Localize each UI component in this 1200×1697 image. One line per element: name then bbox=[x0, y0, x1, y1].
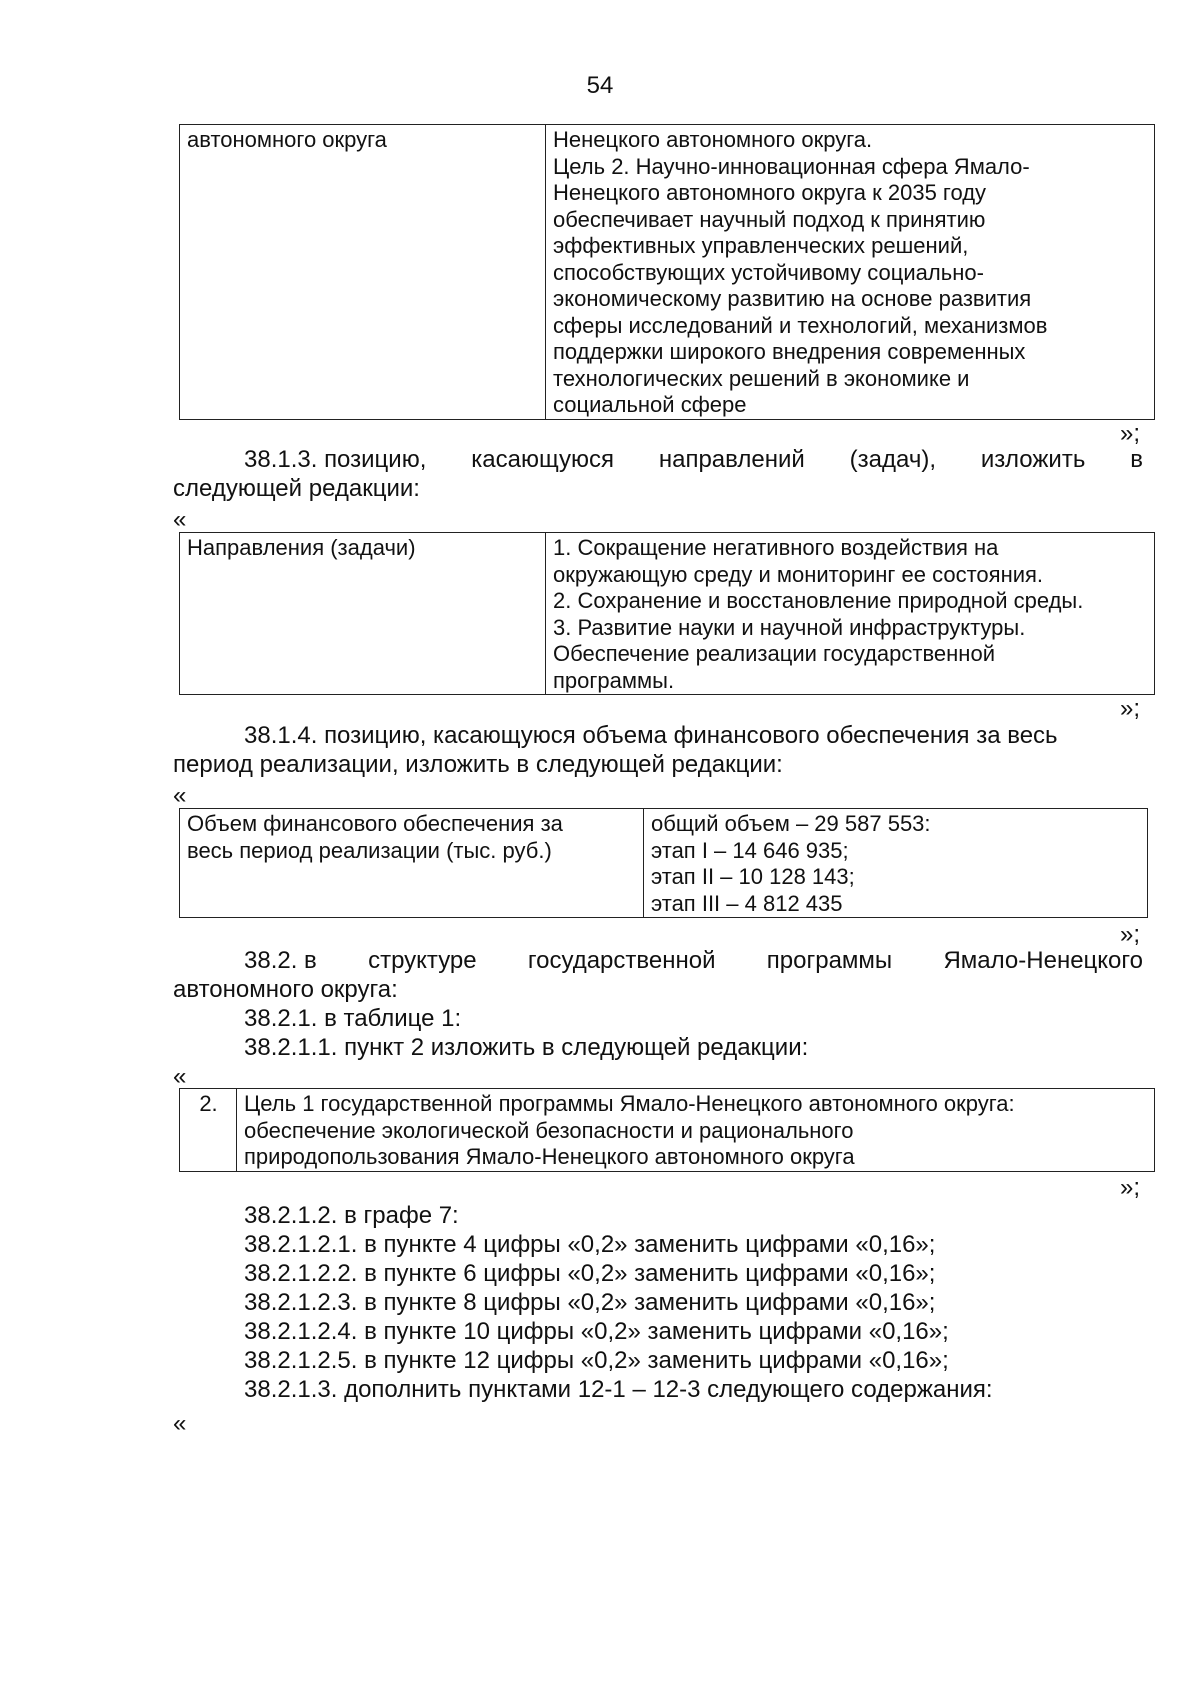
paragraph-38-1-4 bbox=[173, 722, 1143, 779]
word: в bbox=[1130, 446, 1143, 473]
directions-text-cell bbox=[546, 533, 1155, 695]
paragraph-38-2-1-2-1: 38.2.1.2.1. в пункте 4 цифры «0,2» заменить цифрами «0,16»; bbox=[244, 1231, 936, 1258]
paragraph-38-2-1-2-3: 38.2.1.2.3. в пункте 8 цифры «0,2» заменить цифрами «0,16»; bbox=[244, 1289, 936, 1316]
paragraph-line: период реализации, изложить в следующей редакции: bbox=[173, 750, 783, 778]
opening-quote: « bbox=[173, 506, 187, 533]
directions-line: Обеспечение реализации государственной bbox=[553, 641, 995, 666]
goal-table-text-cell bbox=[546, 125, 1155, 420]
goal-text-line: Цель 2. Научно-инновационная сфера Ямало- bbox=[553, 153, 1030, 179]
closing-quote: »; bbox=[1120, 921, 1141, 948]
word: (задач), bbox=[849, 446, 936, 473]
finance-stage: этап III – 4 812 435 bbox=[651, 890, 843, 916]
word: 38.2. в bbox=[244, 947, 317, 974]
goal-table-label: автономного округа bbox=[187, 127, 387, 152]
finance-stage: этап I – 14 646 935; bbox=[651, 837, 849, 863]
paragraph-38-2-1-2: 38.2.1.2. в графе 7: bbox=[244, 1202, 459, 1229]
directions-line: 2. Сохранение и восстановление природной среды. bbox=[553, 588, 1084, 613]
goal-text-line: способствующих устойчивому социально- bbox=[553, 259, 984, 285]
finance-stage: этап II – 10 128 143; bbox=[651, 864, 855, 889]
goal-text-line: Ненецкого автономного округа к 2035 году bbox=[553, 180, 987, 205]
goal-text-line: сферы исследований и технологий, механизмов bbox=[553, 312, 1048, 338]
goal-text-line: поддержки широкого внедрения современных bbox=[553, 339, 1026, 364]
item-text-line: природопользования Ямало-Ненецкого автономного округа bbox=[244, 1144, 855, 1169]
item-text-line: обеспечение экологической безопасности и рационального bbox=[244, 1117, 854, 1143]
word: направлений bbox=[658, 446, 805, 473]
directions-line: окружающую среду и мониторинг ее состояния. bbox=[553, 561, 1044, 587]
goal-text-line: социальной сфере bbox=[553, 392, 747, 417]
paragraph-line: 38.1.4. позицию, касающуюся объема финансового обеспечения за весь bbox=[244, 722, 1058, 749]
goal-text-line: технологических решений в экономике и bbox=[553, 365, 970, 391]
finance-label-cell bbox=[180, 809, 644, 918]
finance-label-line: весь период реализации (тыс. руб.) bbox=[187, 837, 552, 863]
opening-quote: « bbox=[173, 1410, 187, 1437]
opening-quote: « bbox=[173, 1063, 187, 1090]
paragraph-38-2-1-2-2: 38.2.1.2.2. в пункте 6 цифры «0,2» заменить цифрами «0,16»; bbox=[244, 1260, 936, 1287]
paragraph-38-2 bbox=[173, 947, 1143, 1004]
goal-text-line: эффективных управленческих решений, bbox=[553, 233, 969, 258]
item-number: 2. bbox=[199, 1091, 218, 1116]
opening-quote: « bbox=[173, 782, 187, 809]
goal-text-line: Ненецкого автономного округа. bbox=[553, 127, 873, 152]
directions-line: 3. Развитие науки и научной инфраструктуры. bbox=[553, 614, 1026, 640]
paragraph-line: следующей редакции: bbox=[173, 474, 420, 502]
word: программы bbox=[766, 947, 893, 974]
word: 38.1.3. позицию, bbox=[244, 446, 427, 473]
paragraph-line: автономного округа: bbox=[173, 975, 398, 1003]
word: изложить bbox=[980, 446, 1086, 473]
paragraph-38-2-1-2-4: 38.2.1.2.4. в пункте 10 цифры «0,2» заменить цифрами «0,16»; bbox=[244, 1318, 949, 1345]
paragraph-38-2-1-3: 38.2.1.3. дополнить пунктами 12-1 – 12-3 следующего содержания: bbox=[244, 1376, 993, 1403]
paragraph-38-2-1: 38.2.1. в таблице 1: bbox=[244, 1005, 462, 1032]
item-number-cell bbox=[180, 1089, 237, 1172]
word: государственной bbox=[527, 947, 716, 974]
directions-label-cell bbox=[180, 533, 546, 695]
word: Ямало-Ненецкого bbox=[943, 947, 1143, 974]
paragraph-38-2-1-1: 38.2.1.1. пункт 2 изложить в следующей редакции: bbox=[244, 1034, 809, 1061]
paragraph-38-1-3 bbox=[173, 446, 1143, 503]
finance-label-line: Объем финансового обеспечения за bbox=[187, 811, 563, 836]
item-text-line: Цель 1 государственной программы Ямало-Ненецкого автономного округа: bbox=[244, 1091, 1015, 1116]
goal-text-line: обеспечивает научный подход к принятию bbox=[553, 206, 986, 232]
word: касающуюся bbox=[471, 446, 614, 473]
goal-table bbox=[179, 124, 1155, 420]
directions-table bbox=[179, 532, 1155, 695]
directions-line: программы. bbox=[553, 667, 675, 693]
closing-quote: »; bbox=[1120, 420, 1141, 447]
goal-text-line: экономическому развитию на основе развития bbox=[553, 286, 1032, 311]
closing-quote: »; bbox=[1120, 1174, 1141, 1201]
finance-table bbox=[179, 808, 1148, 918]
word: структуре bbox=[368, 947, 477, 974]
item-text-cell bbox=[237, 1089, 1155, 1172]
page-number: 54 bbox=[586, 72, 614, 99]
finance-values-cell bbox=[644, 809, 1148, 918]
goal-table-label-cell bbox=[180, 125, 546, 420]
paragraph-38-2-1-2-5: 38.2.1.2.5. в пункте 12 цифры «0,2» заменить цифрами «0,16»; bbox=[244, 1347, 949, 1374]
directions-label: Направления (задачи) bbox=[187, 535, 416, 560]
closing-quote: »; bbox=[1120, 695, 1141, 722]
directions-line: 1. Сокращение негативного воздействия на bbox=[553, 535, 999, 560]
item-table bbox=[179, 1088, 1155, 1172]
finance-total: общий объем – 29 587 553: bbox=[651, 811, 931, 836]
